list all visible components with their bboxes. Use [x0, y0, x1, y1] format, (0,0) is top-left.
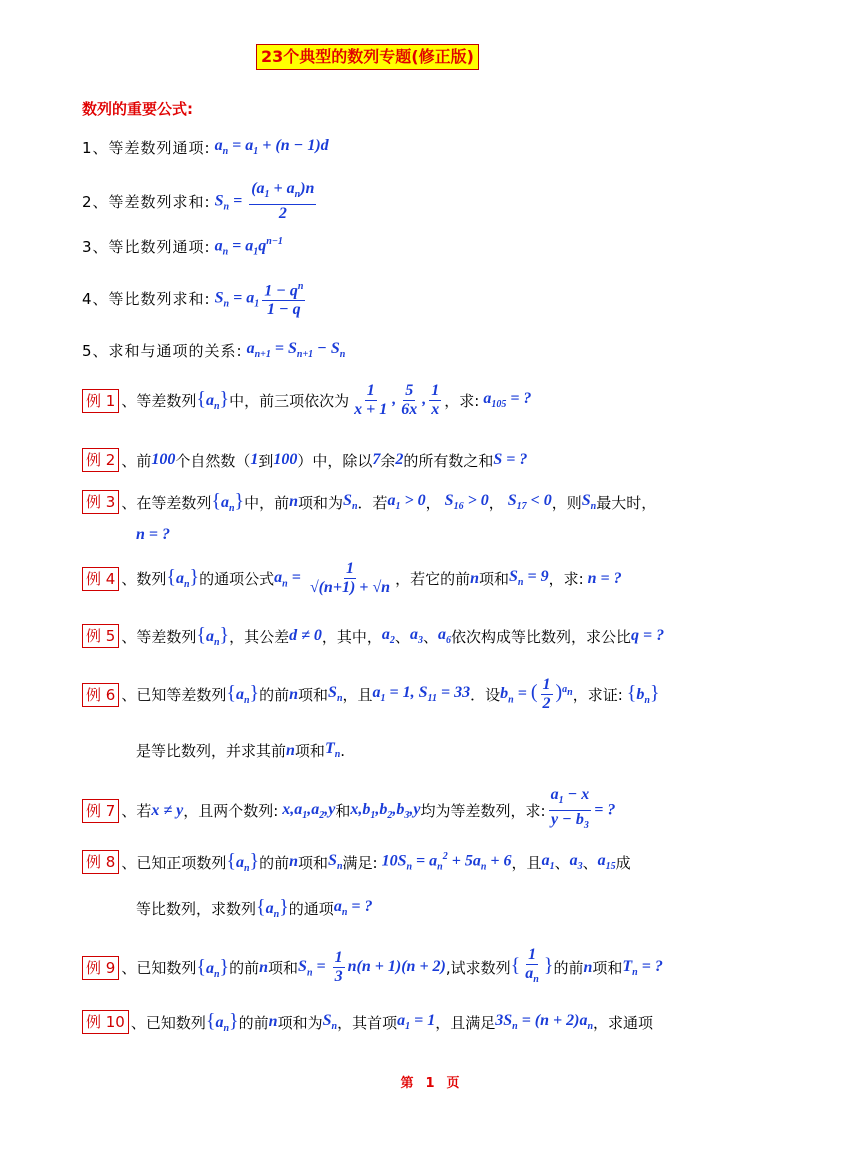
example-tag: 例 7: [82, 799, 119, 823]
example-text: 均为等差数列，求:: [420, 802, 546, 821]
formula-label: 4、等比数列求和:: [82, 290, 211, 309]
math-formula: $b_n$ = ( $\frac{1}{2}$ )$^{a_n}$: [500, 676, 573, 712]
math-seq: { $\frac{1}{a_n}$ }: [510, 946, 554, 986]
example-text: 到: [258, 451, 274, 470]
example-text: ，其公差: [229, 627, 290, 646]
example-text: ，求:: [444, 392, 480, 410]
example-text: 中，前三项依次为: [229, 392, 350, 410]
math-seq: $\{a_n\}$: [211, 490, 245, 515]
example-text: ，: [425, 493, 441, 512]
example-text: 依次构成等比数列，求公比: [450, 627, 631, 646]
math-seq: $\{a_n\}$: [226, 850, 260, 875]
example-tag: 例 4: [82, 567, 119, 591]
example-text: 的前: [229, 959, 260, 978]
example-text: ，求:: [548, 570, 584, 588]
example-text: 的所有数之和: [403, 451, 494, 470]
example-tag: 例 3: [82, 490, 119, 514]
example-text: 、等差数列: [121, 392, 197, 410]
example-text: ，且满足: [435, 1013, 496, 1032]
math-seq: $\{a_n\}$: [196, 388, 230, 413]
math-seq: $\{a_n\}$: [226, 682, 260, 707]
example-text: 成: [615, 853, 631, 872]
math-num: 100: [273, 451, 298, 468]
math-var: $a_{15}$: [597, 852, 616, 873]
formula-label: 3、等比数列通项:: [82, 238, 211, 257]
math-var: n: [289, 685, 299, 703]
example-text: 是等比数列，并求其前: [136, 742, 287, 760]
example-text: 、: [394, 627, 410, 646]
example-tag: 例 2: [82, 448, 119, 472]
math-var: $T_n$: [324, 740, 341, 761]
example-text: 、等差数列: [121, 627, 197, 646]
math-seq: $x,b_1,b_2,b_3,y$: [350, 800, 421, 821]
math-seq: $\{a_n\}$: [166, 566, 200, 591]
formula-label: 1、等差数列通项:: [82, 139, 211, 157]
example-text: 、已知正项数列: [121, 853, 227, 872]
example-text: ．若: [357, 493, 388, 512]
example-text: 项和为: [298, 493, 344, 512]
example-text: 的前: [553, 959, 584, 978]
example-text: 项和: [592, 959, 623, 978]
example-tag: 例 6: [82, 683, 119, 707]
math-var: n: [289, 493, 299, 511]
example-tag: 例 8: [82, 850, 119, 874]
formula-5: [82, 340, 345, 361]
example-text: 、若: [121, 802, 152, 821]
example-text: ，若它的前: [395, 570, 471, 588]
formula-3: [82, 236, 283, 258]
example-tag: 例 9: [82, 956, 119, 980]
formula-2: [82, 180, 319, 223]
example-text: 、已知等差数列: [121, 686, 227, 704]
example-text: 和: [335, 802, 351, 821]
example-text: 、: [582, 853, 598, 872]
math-seq: $x,a_1,a_2,y$: [278, 800, 336, 821]
example-text: ，且: [342, 686, 373, 704]
math-var: $a_3$: [409, 626, 423, 647]
example-text: 、已知数列: [121, 959, 197, 978]
page-title: 23个典型的数列专题(修正版): [256, 44, 479, 70]
math-var: n: [268, 1013, 278, 1031]
math-cond: d ≠ 0: [289, 627, 322, 645]
math-num: 2: [395, 451, 404, 468]
example-text: 、: [554, 853, 570, 872]
example-text: ，求证:: [572, 686, 623, 704]
math-cond: $a_1 > 0$: [387, 492, 426, 513]
example-text: 的前: [259, 686, 290, 704]
math-num: 1: [250, 451, 259, 468]
math-var: n: [470, 569, 479, 587]
math-var: $a_2$: [381, 626, 395, 647]
example-tag: 例 5: [82, 624, 119, 648]
math-var: $S_n$: [322, 1012, 338, 1033]
formula-1: [82, 137, 329, 158]
example-text: ，且两个数列:: [183, 802, 279, 821]
example-text: 、已知数列: [130, 1013, 206, 1032]
example-text: 、前: [121, 451, 152, 470]
example-text: 余: [380, 451, 396, 470]
math-cond: $S_n = 9$: [509, 568, 549, 589]
example-text: ．设: [470, 686, 501, 704]
math-cond: x ≠ y: [151, 801, 184, 819]
example-text: 项和: [294, 742, 325, 760]
example-text: ）中，除以: [297, 451, 373, 470]
math-var: n: [583, 958, 593, 976]
example-text: 项和: [268, 959, 299, 978]
math-var: n: [259, 958, 269, 976]
example-8-line2: [136, 896, 373, 920]
example-10: [82, 1010, 653, 1034]
example-6: [82, 676, 660, 713]
example-8: [82, 850, 631, 874]
example-text: ,试求数列: [445, 959, 511, 978]
example-text: ，: [488, 493, 504, 512]
math-var: $a_3$: [569, 852, 583, 873]
example-text: 项和为: [277, 1013, 323, 1032]
example-6-line2: [136, 740, 345, 761]
formula-label: 5、求和与通项的关系:: [82, 342, 243, 360]
example-9: [82, 946, 663, 989]
example-text: 项和: [478, 570, 509, 588]
math-seq: $\{a_n\}$: [196, 624, 230, 649]
example-text: 中，前: [244, 493, 290, 512]
example-text: ，且: [511, 853, 542, 872]
math-cond: $S_{17} < 0$: [503, 492, 552, 513]
math-seq: $\{a_n\}$: [196, 955, 230, 980]
example-2: [82, 448, 527, 472]
math-goal: $T_n$ = ?: [622, 957, 663, 978]
math-var: n: [289, 853, 299, 871]
math-num: 7: [372, 451, 381, 468]
math-var: $S_n$: [581, 492, 597, 513]
math-goal: q = ?: [630, 627, 665, 645]
math-var: $S_n$: [343, 492, 358, 513]
formula-math: $a_n = a_1 + (n - 1)d$: [210, 137, 329, 158]
math-goal: n = ?: [583, 569, 622, 587]
math-goal: n = ?: [136, 526, 171, 543]
example-text: 的通项公式: [199, 570, 275, 588]
math-seq: $\{a_n\}$: [256, 896, 289, 921]
math-terms: $\frac{1}{x + 1}$ , $\frac{5}{6x}$ , $\frac{1}{x}$: [354, 382, 440, 418]
math-var: $S_n$: [328, 684, 343, 705]
example-text: 项和: [298, 853, 329, 872]
math-num: 100: [151, 451, 176, 468]
example-text: 的前: [259, 853, 290, 872]
math-var: $S_n$: [328, 852, 343, 873]
example-text: 、数列: [121, 570, 167, 588]
formula-label: 2、等差数列求和:: [82, 193, 211, 212]
math-goal: $a_n$ = ?: [333, 898, 373, 919]
math-formula: $S_n$ = $\frac{1}{3}$ n(n + 1)(n + 2): [298, 949, 446, 986]
example-text: ，求通项: [593, 1013, 654, 1032]
footer-suffix: 页: [446, 1076, 460, 1091]
math-formula: $a_n$ = $\frac{1}{√(n+1) + √n}$: [274, 560, 391, 596]
example-text: 满足:: [342, 853, 378, 872]
formula-math: $a_n = a_1q^{n-1}$: [210, 236, 283, 258]
example-text: 最大时，: [596, 493, 657, 512]
math-cond: $a_1 = 1$: [397, 1012, 436, 1033]
example-text: 、在等差数列: [121, 493, 212, 512]
formula-math: $S_n = a_1$ $\frac{1 - q^n}{1 - q}$: [211, 278, 309, 319]
example-text: 的通项: [288, 899, 334, 918]
math-goal: S = ?: [493, 451, 528, 468]
math-cond: $3S_n = (n + 2)a_n$: [495, 1012, 594, 1033]
math-var: $a_1$: [541, 852, 555, 873]
example-1: [82, 382, 531, 419]
example-3: [82, 490, 656, 514]
section-heading: 数列的重要公式:: [82, 100, 193, 118]
math-var: n: [286, 741, 295, 759]
formula-math: $a_{n+1} = S_{n+1} - S_n$: [242, 340, 346, 361]
example-text: 等比数列，求数列: [136, 899, 257, 918]
example-text: .: [340, 741, 346, 760]
example-5: [82, 624, 664, 648]
math-seq: $\{a_n\}$: [205, 1010, 239, 1035]
footer-prefix: 第: [400, 1076, 414, 1091]
example-tag: 例 10: [82, 1010, 129, 1034]
example-text: 、: [422, 627, 438, 646]
example-text: ，其首项: [337, 1013, 398, 1032]
example-text: 项和: [298, 686, 329, 704]
example-text: 个自然数（: [175, 451, 251, 470]
page-number: 1: [425, 1076, 435, 1091]
page-footer: [0, 1072, 860, 1091]
math-goal: $a_{105}$ = ?: [479, 390, 532, 411]
formula-4: [82, 278, 308, 319]
math-var: $a_6$: [437, 626, 451, 647]
example-7: [82, 786, 615, 835]
math-cond: $a_1 = 1$, $S_{11} = 33$: [372, 684, 471, 705]
example-text: 的前: [238, 1013, 269, 1032]
math-cond: $10S_n = a_n^2 + 5a_n + 6$: [377, 851, 512, 873]
math-cond: $S_{16} > 0$: [440, 492, 489, 513]
example-4: [82, 560, 622, 597]
math-seq: $\{b_n\}$: [626, 682, 660, 707]
example-text: ，则: [551, 493, 582, 512]
math-goal: $\frac{a_1 - x}{y - b_3}$ = ?: [550, 786, 616, 832]
example-3-line2: [136, 526, 170, 544]
formula-math: $S_n$ = $\frac{(a_1 + a_n)n}{2}$: [210, 180, 315, 223]
example-text: ，其中，: [321, 627, 382, 646]
example-tag: 例 1: [82, 389, 119, 413]
